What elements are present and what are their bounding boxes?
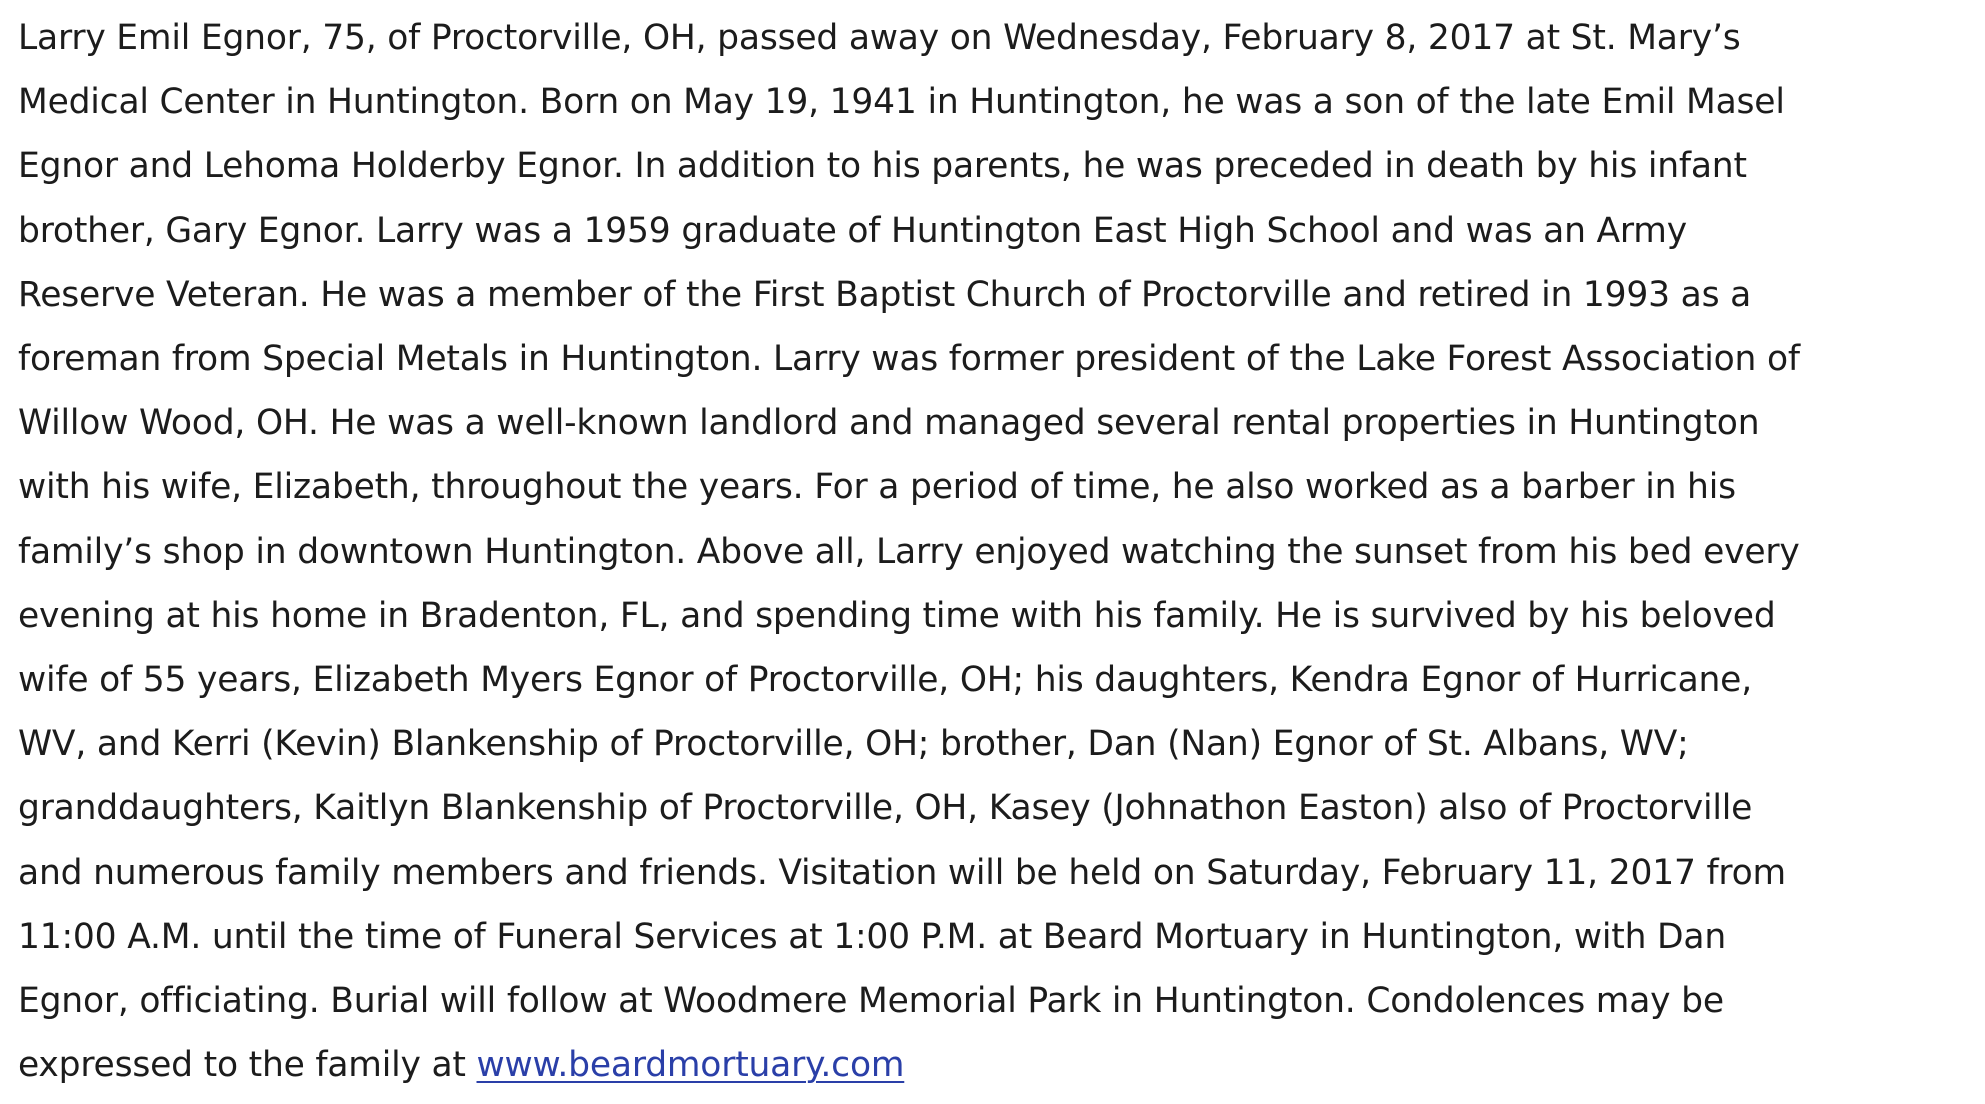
obituary-line: WV, and Kerri (Kevin) Blankenship of Proctorville, OH; brother, Dan (Nan) Egnor of St. Albans, WV; (18, 724, 1689, 765)
obituary-line: evening at his home in Bradenton, FL, and spending time with his family. He is survived by his beloved (18, 595, 1776, 636)
obituary-line: foreman from Special Metals in Huntington. Larry was former president of the Lake Forest Association of (18, 339, 1800, 380)
obituary-line: brother, Gary Egnor. Larry was a 1959 graduate of Huntington East High School and was an Army (18, 210, 1687, 251)
final-line-text: expressed to the family at (18, 1045, 477, 1086)
obituary-final-line (18, 1033, 1973, 1097)
obituary-text (18, 6, 1973, 1097)
mortuary-website-link[interactable]: www.beardmortuary.com (476, 1045, 905, 1086)
obituary-line: Egnor, officiating. Burial will follow at Woodmere Memorial Park in Huntington. Condolences may be (18, 981, 1724, 1022)
obituary-line: Willow Wood, OH. He was a well-known landlord and managed several rental properties in Huntington (18, 403, 1760, 444)
obituary-line: Medical Center in Huntington. Born on May 19, 1941 in Huntington, he was a son of the late Emil Masel (18, 82, 1785, 123)
obituary-line: Reserve Veteran. He was a member of the First Baptist Church of Proctorville and retired in 1993 as a (18, 274, 1752, 315)
obituary-line: wife of 55 years, Elizabeth Myers Egnor of Proctorville, OH; his daughters, Kendra Egnor of Hurricane, (18, 660, 1752, 701)
obituary-line: with his wife, Elizabeth, throughout the years. For a period of time, he also worked as a barber in his (18, 467, 1736, 508)
obituary-line: 11:00 A.M. until the time of Funeral Services at 1:00 P.M. at Beard Mortuary in Huntington, with Dan (18, 916, 1726, 957)
obituary-line: Egnor and Lehoma Holderby Egnor. In addition to his parents, he was preceded in death by his infant (18, 146, 1747, 187)
obituary-line: Larry Emil Egnor, 75, of Proctorville, OH, passed away on Wednesday, February 8, 2017 at St. Mary’s (18, 18, 1741, 58)
obituary-line: granddaughters, Kaitlyn Blankenship of Proctorville, OH, Kasey (Johnathon Easton) also of Proctorville (18, 788, 1753, 829)
obituary-line: family’s shop in downtown Huntington. Above all, Larry enjoyed watching the sunset from his bed every (18, 531, 1800, 572)
obituary-line: and numerous family members and friends. Visitation will be held on Saturday, February 11, 2017 from (18, 852, 1786, 893)
